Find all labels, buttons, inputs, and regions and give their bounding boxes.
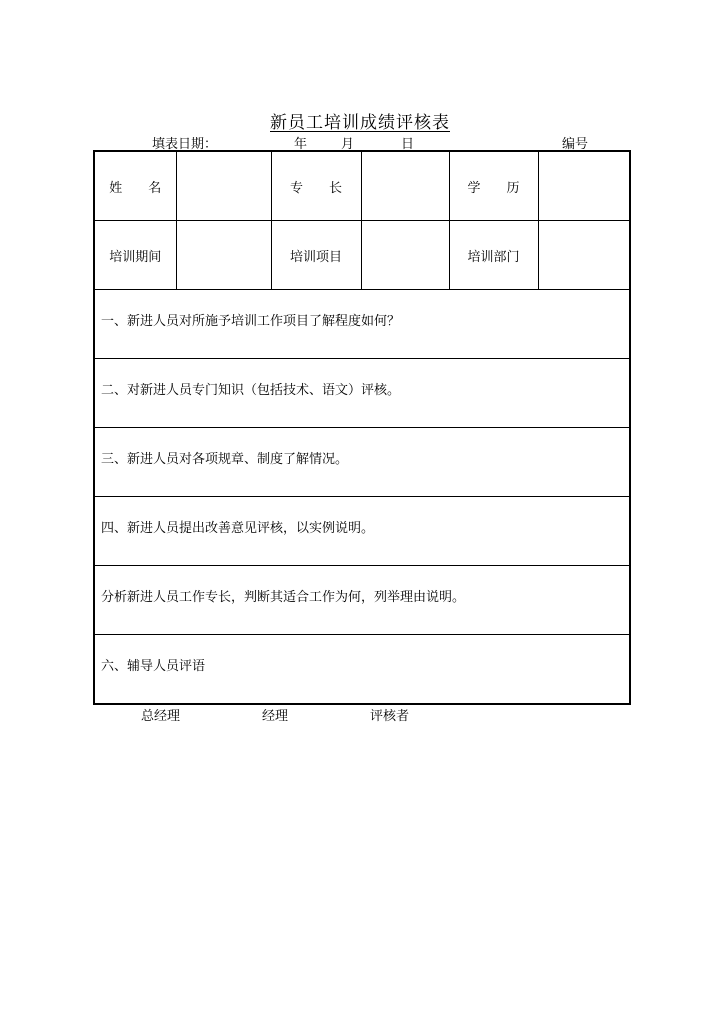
- training-dept-value-cell[interactable]: [538, 221, 630, 290]
- reviewer-label: 评核者: [370, 709, 410, 724]
- info-row-2: [94, 221, 630, 290]
- general-manager-label: 总经理: [141, 709, 181, 724]
- question-3[interactable]: 三、新进人员对各项规章、制度了解情况。: [94, 428, 630, 497]
- question-6[interactable]: 六、辅导人员评语: [94, 635, 630, 705]
- fill-date-label: 填表日期：: [152, 137, 218, 152]
- training-dept-label: 培训部门: [449, 221, 538, 290]
- question-4[interactable]: 四、新进人员提出改善意见评核，以实例说明。: [94, 497, 630, 566]
- manager-label: 经理: [262, 709, 289, 724]
- form-title: [0, 108, 720, 133]
- training-item-label: 培训项目: [271, 221, 361, 290]
- training-period-label: 培训期间: [94, 221, 176, 290]
- specialty-label: 专 长: [271, 151, 361, 221]
- training-item-value-cell[interactable]: [361, 221, 449, 290]
- name-label: 姓 名: [94, 151, 176, 221]
- day-label: 日: [401, 137, 415, 152]
- month-label: 月: [341, 137, 355, 152]
- info-row-1: [94, 151, 630, 221]
- serial-number-label: 编号: [562, 137, 589, 152]
- question-row-5: [94, 566, 630, 635]
- education-value-cell[interactable]: [538, 151, 630, 221]
- specialty-value-cell[interactable]: [361, 151, 449, 221]
- evaluation-form-table: [93, 150, 631, 705]
- question-1[interactable]: 一、新进人员对所施予培训工作项目了解程度如何？: [94, 290, 630, 359]
- question-5[interactable]: 分析新进人员工作专长，判断其适合工作为何，列举理由说明。: [94, 566, 630, 635]
- question-row-1: [94, 290, 630, 359]
- question-2[interactable]: 二、对新进人员专门知识（包括技术、语文）评核。: [94, 359, 630, 428]
- question-row-2: [94, 359, 630, 428]
- name-value-cell[interactable]: [176, 151, 271, 221]
- question-row-6: [94, 635, 630, 705]
- form-title-text: 新员工培训成绩评核表: [270, 113, 450, 133]
- question-row-3: [94, 428, 630, 497]
- training-period-value-cell[interactable]: [176, 221, 271, 290]
- education-label: 学 历: [449, 151, 538, 221]
- year-label: 年: [294, 137, 308, 152]
- question-row-4: [94, 497, 630, 566]
